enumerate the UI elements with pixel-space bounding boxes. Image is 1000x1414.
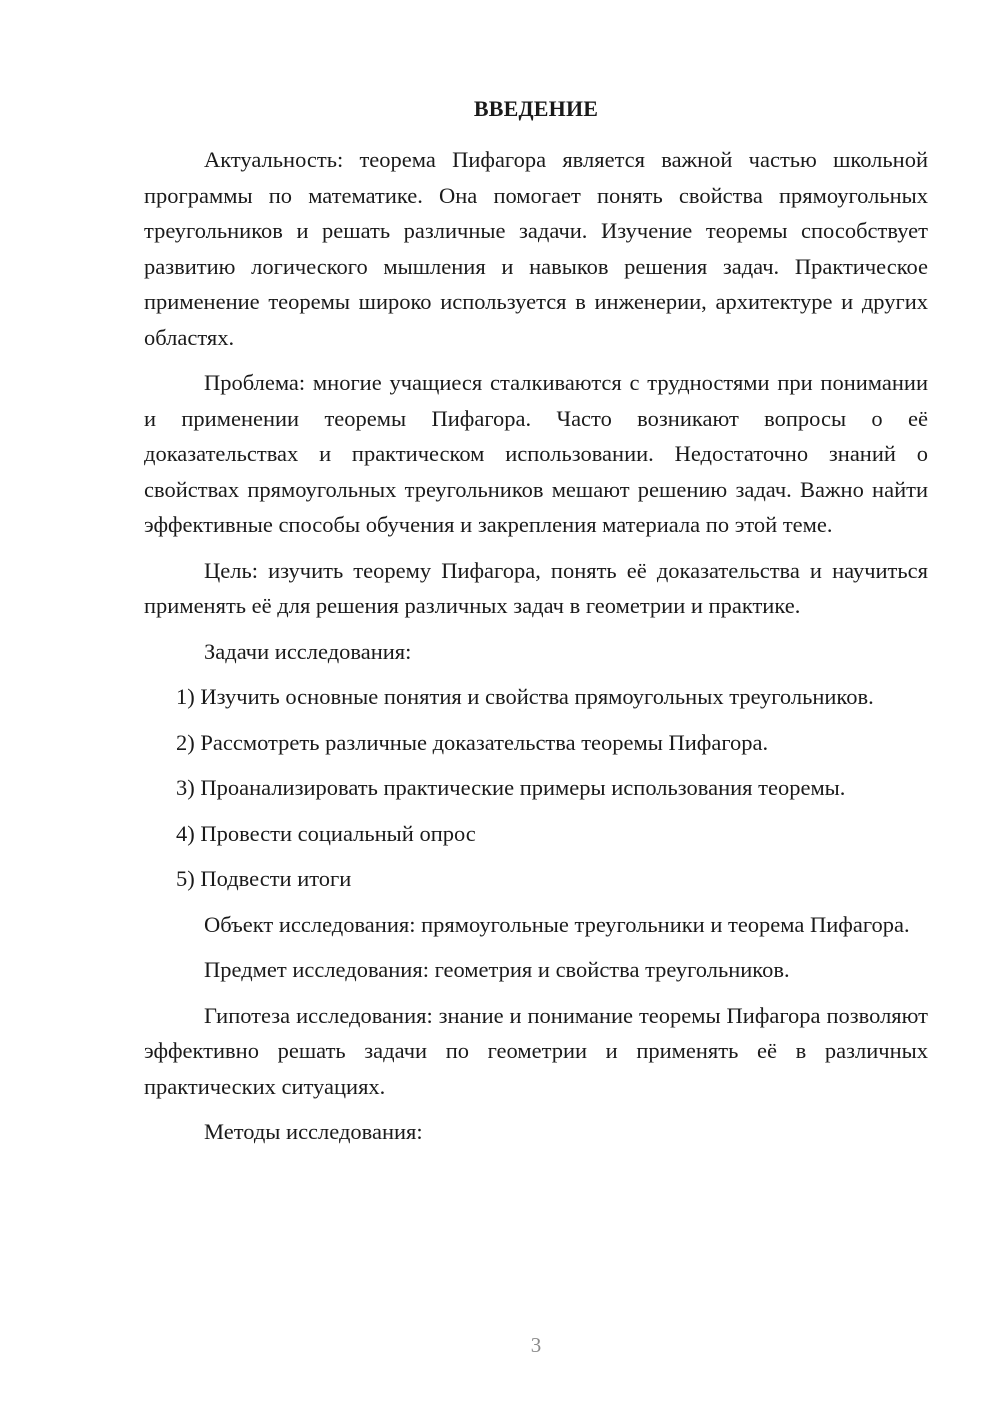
tasks-heading: Задачи исследования:: [204, 638, 412, 664]
list-item: 1) Изучить основные понятия и свойства прямоугольных треугольников.: [176, 684, 874, 709]
paragraph-goal: Цель: изучить теорему Пифагора, понять её доказательства и научиться применять её для решения различных задач в геометрии и практике.: [144, 557, 928, 618]
methods-heading: Методы исследования:: [204, 1119, 423, 1144]
paragraph-problem: Проблема: многие учащиеся сталкиваются с трудностями при понимании и применении теоремы Пифагора. Часто возникают вопросы о её доказательствах и практическом использовании. Недостаточно знаний о свойствах прямоугольных треугольников мешают решению задач. Важно найти эффективные способы обучения и закрепления материала по этой теме.: [144, 370, 928, 537]
list-item: 3) Проанализировать практические примеры использования теоремы.: [176, 775, 846, 800]
paragraph-object: Объект исследования: прямоугольные треугольники и теорема Пифагора.: [204, 911, 910, 937]
paragraph-relevance: Актуальность: теорема Пифагора является важной частью школьной программы по математике. Она помогает понять свойства прямоугольных треугольников и решать различные задачи. Изучение теоремы способствует развитию логического мышления и навыков решения задач. Практическое применение теоремы широко используется в инженерии, архитектуре и других областях.: [144, 147, 928, 350]
page-title: ВВЕДЕНИЕ: [473, 96, 599, 121]
paragraph-subject: Предмет исследования: геометрия и свойства треугольников.: [204, 957, 790, 982]
list-item: 4) Провести социальный опрос: [176, 820, 476, 846]
list-item: 5) Подвести итоги: [176, 866, 352, 891]
page-number: 3: [530, 1333, 542, 1357]
paragraph-hypothesis: Гипотеза исследования: знание и понимание теоремы Пифагора позволяют эффективно решать задачи по геометрии и применять её в различных практических ситуациях.: [144, 1002, 928, 1099]
list-item: 2) Рассмотреть различные доказательства теоремы Пифагора.: [176, 729, 769, 755]
document-body: [144, 142, 928, 1160]
